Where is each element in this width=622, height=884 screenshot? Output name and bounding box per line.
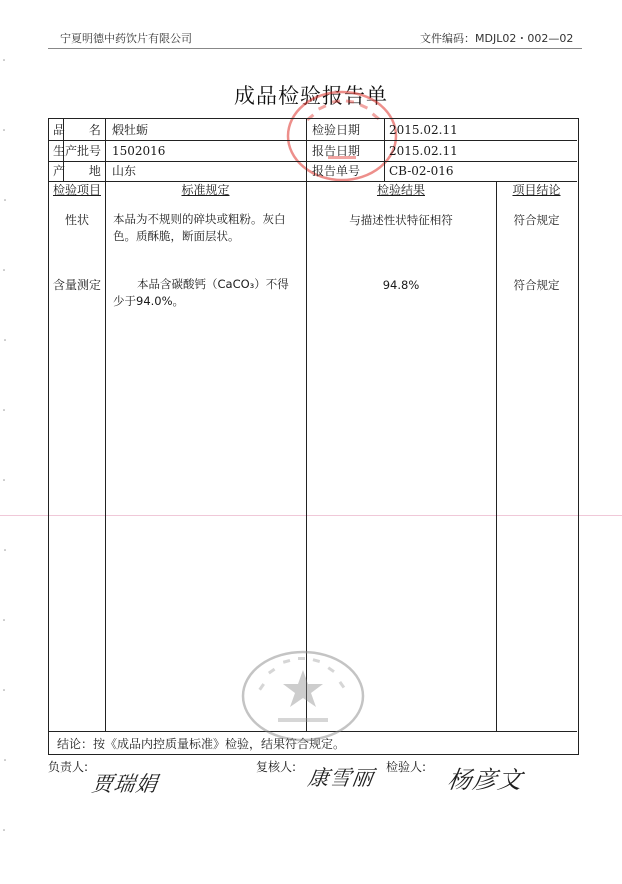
responsible-label: 负责人:	[48, 760, 89, 774]
document-number: 文件编码：MDJL02・002—02	[420, 32, 574, 45]
report-number-value: CB-02-016	[389, 164, 454, 178]
row-1-conclusion: 符合规定	[513, 213, 560, 227]
report-date-label: 报告日期	[312, 144, 361, 158]
inspector-label: 检验人:	[386, 760, 427, 774]
batch-number-label: 生产批号	[53, 144, 102, 158]
report-number-label: 报告单号	[312, 164, 361, 178]
report-title: 成品检验报告单	[234, 84, 388, 108]
quality-seal-stamp	[238, 646, 368, 750]
column-header-result: 检验结果	[376, 183, 425, 197]
binding-dots	[0, 0, 10, 880]
column-divider	[496, 181, 497, 731]
row-2-item: 含量测定	[52, 278, 101, 292]
column-divider	[105, 119, 106, 731]
inspector-signature: 杨彦文	[445, 766, 525, 794]
row-divider	[49, 161, 577, 162]
row-2-conclusion: 符合规定	[513, 278, 560, 292]
column-header-conclusion: 项目结论	[512, 183, 561, 197]
product-name-value: 煅牡蛎	[112, 123, 149, 137]
reviewer-signature: 康雪丽	[306, 766, 376, 790]
responsible-signature: 贾瑞娟	[90, 772, 160, 796]
row-1-result: 与描述性状特征相符	[349, 213, 453, 227]
report-date-value: 2015.02.11	[389, 144, 458, 158]
header-divider	[48, 48, 582, 49]
product-name-label: 品 名	[53, 123, 111, 137]
column-divider	[384, 119, 385, 181]
row-divider	[49, 181, 577, 182]
origin-value: 山东	[112, 164, 137, 178]
column-header-standard: 标准规定	[181, 183, 230, 197]
row-2-standard: 本品含碳酸钙（CaCO₃）不得少于94.0%。	[113, 277, 289, 308]
company-name: 宁夏明德中药饮片有限公司	[60, 32, 192, 45]
report-conclusion: 结论：按《成品内控质量标准》检验，结果符合规定。	[57, 737, 346, 751]
batch-number-value: 1502016	[112, 144, 166, 158]
reviewer-label: 复核人:	[256, 760, 297, 774]
origin-label: 产 地	[53, 164, 111, 178]
row-2-result: 94.8%	[382, 278, 420, 292]
row-1-standard: 本品为不规则的碎块或粗粉。灰白色。质酥脆，断面层状。	[113, 212, 286, 243]
test-date-label: 检验日期	[312, 123, 361, 137]
row-1-item: 性状	[64, 213, 89, 227]
row-divider	[49, 140, 577, 141]
test-date-value: 2015.02.11	[389, 123, 458, 137]
column-divider	[306, 119, 307, 731]
column-header-item: 检验项目	[52, 183, 101, 197]
